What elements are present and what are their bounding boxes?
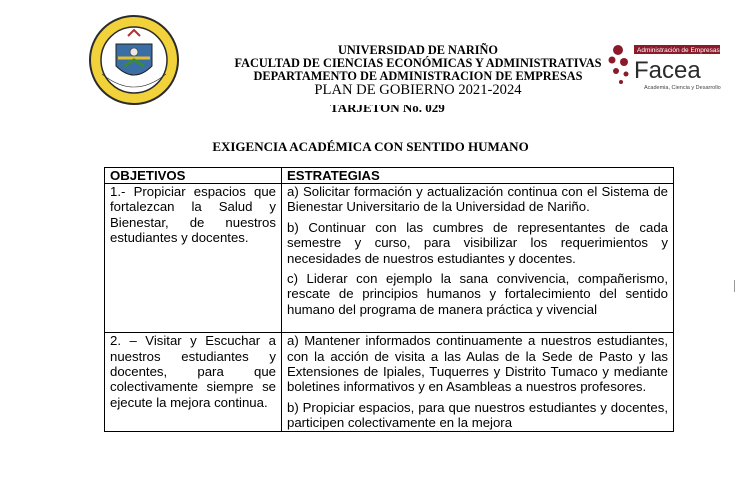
header-tarjeton xyxy=(330,105,445,119)
strategy-item: b) Continuar con las cumbres de representantes de cada semestre y curso, para visibilizar los requerimientos y necesidades de nuestros estudiantes y docentes. xyxy=(287,219,668,266)
facea-banner: Administración de Empresas xyxy=(637,47,720,54)
strategy-item: b) Propiciar espacios, para que nuestros estudiantes y docentes, participen colectivamente en la mejora xyxy=(287,399,668,431)
strategy-item: a) Solicitar formación y actualización continua con el Sistema de Bienestar Universitario de la Universidad de Nariño. xyxy=(287,184,668,215)
facea-name: Facea xyxy=(634,57,701,84)
strategy-item: c) Liderar con ejemplo la sana convivencia, compañerismo, rescate de principios humanos y fortalecimiento del sentido humano del programa de manera práctica y vivencial xyxy=(287,271,668,317)
table-row xyxy=(105,184,674,333)
facea-tagline: Academia, Ciencia y Desarrollo xyxy=(644,85,721,91)
header-department: DEPARTAMENTO DE ADMINISTRACION DE EMPRESAS xyxy=(253,69,583,83)
section-title: EXIGENCIA ACADÉMICA CON SENTIDO HUMANO xyxy=(212,139,529,154)
strategy-item: a) Mantener informados continuamente a nuestros estudiantes, con la acción de visita a las Aulas de la Sede de Pasto y las Extensiones de Ipiales, Tuquerres y Distrito Tumaco y mediante boletines informativos y en Asambleas a nuestros profesores. xyxy=(287,333,668,395)
objective-cell xyxy=(105,184,282,333)
table-row xyxy=(105,333,674,431)
header-objetivos: OBJETIVOS xyxy=(105,168,282,184)
objectives-strategies-table xyxy=(104,167,674,432)
objective-text: 2. – Visitar y Escuchar a nuestros estudiantes y docentes, para que colectivamente siempre se ejecute la mejora continua. xyxy=(110,333,276,410)
header-university: UNIVERSIDAD DE NARIÑO xyxy=(338,43,498,57)
facea-logo xyxy=(606,40,726,98)
objective-cell xyxy=(105,333,282,431)
strategies-cell xyxy=(282,184,674,333)
objective-text: 1.- Propiciar espacios que fortalezcan la Salud y Bienestar, de nuestros estudiantes y docentes. xyxy=(110,184,276,246)
document-header xyxy=(228,44,608,98)
tarjeton-text: TARJETON No. 029 xyxy=(330,105,445,115)
header-plan: PLAN DE GOBIERNO 2021-2024 xyxy=(314,82,522,98)
table-header-row xyxy=(105,168,674,184)
universidad-narino-seal-logo xyxy=(88,14,180,106)
page-edge-mark xyxy=(734,280,739,292)
strategies-cell xyxy=(282,333,674,431)
header-faculty: FACULTAD DE CIENCIAS ECONÓMICAS Y ADMINISTRATIVAS xyxy=(234,56,602,70)
header-estrategias: ESTRATEGIAS xyxy=(282,168,674,184)
